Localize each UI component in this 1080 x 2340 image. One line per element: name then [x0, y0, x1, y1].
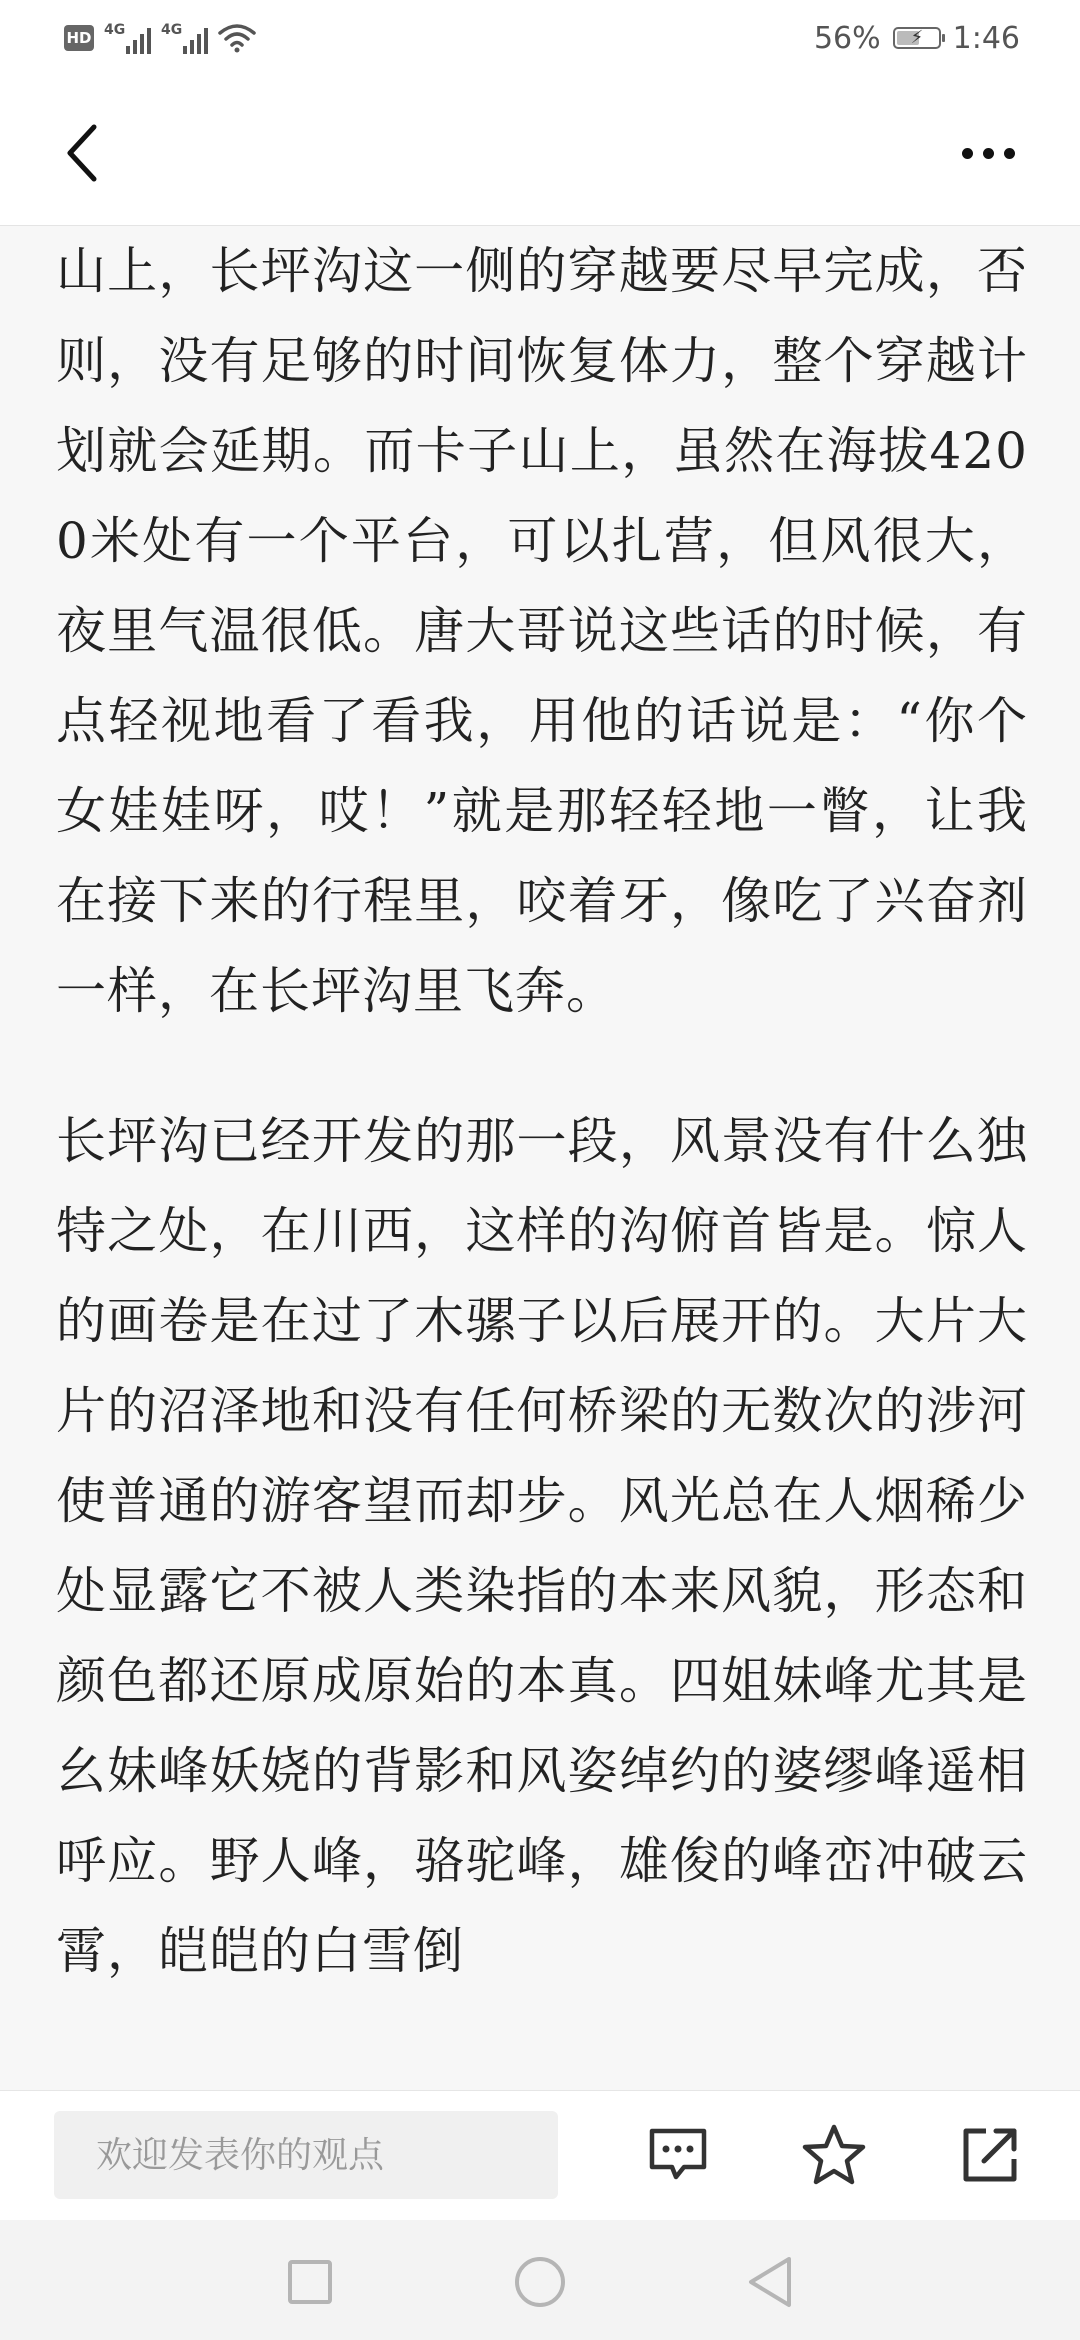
status-icons-right [814, 16, 1020, 60]
clock: 1:46 [952, 20, 1020, 56]
network-type-label-2: 4G [161, 22, 183, 38]
status-bar [0, 0, 1080, 78]
battery-percent: 56% [813, 20, 881, 56]
share-icon [960, 2125, 1020, 2185]
charging-icon: ⚡ [910, 27, 924, 48]
star-icon [801, 2123, 867, 2187]
article-paragraph: 山上，长坪沟这一侧的穿越要尽早完成，否则，没有足够的时间恢复体力，整个穿越计划就会延期。而卡子山上，虽然在海拔4200米处有一个平台，可以扎营，但风很大，夜里气温很低。唐大哥说这些话的时候，有点轻视地看了看我，用他的话说是：“你个女娃娃呀，哎！”就是那轻轻地一瞥，让我在接下来的行程里，咬着牙，像吃了兴奋剂一样，在长坪沟里飞奔。 [56, 242, 1028, 1020]
triangle-back-icon [745, 2255, 795, 2309]
recent-apps-button[interactable] [280, 2252, 340, 2312]
hd-icon: HD [64, 25, 94, 51]
more-dots-icon [962, 148, 973, 159]
comment-input[interactable] [54, 2111, 558, 2199]
favorite-button[interactable] [796, 2117, 872, 2193]
more-button[interactable] [948, 118, 1028, 188]
comment-icon [646, 2125, 710, 2185]
status-icons-left [64, 18, 256, 58]
share-button[interactable] [952, 2117, 1028, 2193]
article-body [56, 226, 1028, 2090]
article-paragraph: 长坪沟已经开发的那一段，风景没有什么独特之处，在川西，这样的沟俯首皆是。惊人的画卷是在过了木骡子以后展开的。大片大片的沼泽地和没有任何桥梁的无数次的涉河使普通的游客望而却步。风光总在人烟稀少处显露它不被人类染指的本来风貌，形态和颜色都还原成原始的本真。四姐妹峰尤其是幺妹峰妖娆的背影和风姿绰约的婆缪峰遥相呼应。野人峰，骆驼峰，雄俊的峰峦冲破云霄，皑皑的白雪倒 [56, 1112, 1028, 1980]
home-button[interactable] [510, 2252, 570, 2312]
comment-button[interactable] [640, 2117, 716, 2193]
back-button[interactable] [52, 118, 112, 188]
network-type-label: 4G [104, 22, 126, 38]
circle-icon [513, 2255, 567, 2309]
wifi-icon [218, 23, 256, 53]
signal-icon-2 [161, 22, 208, 54]
signal-icon [104, 22, 151, 54]
system-back-button[interactable] [740, 2252, 800, 2312]
comment-bar [0, 2090, 1080, 2220]
battery-icon [893, 27, 941, 49]
top-nav-bar [0, 78, 1080, 226]
chevron-left-icon [64, 123, 100, 183]
system-nav-bar [0, 2220, 1080, 2340]
square-icon [286, 2258, 334, 2306]
